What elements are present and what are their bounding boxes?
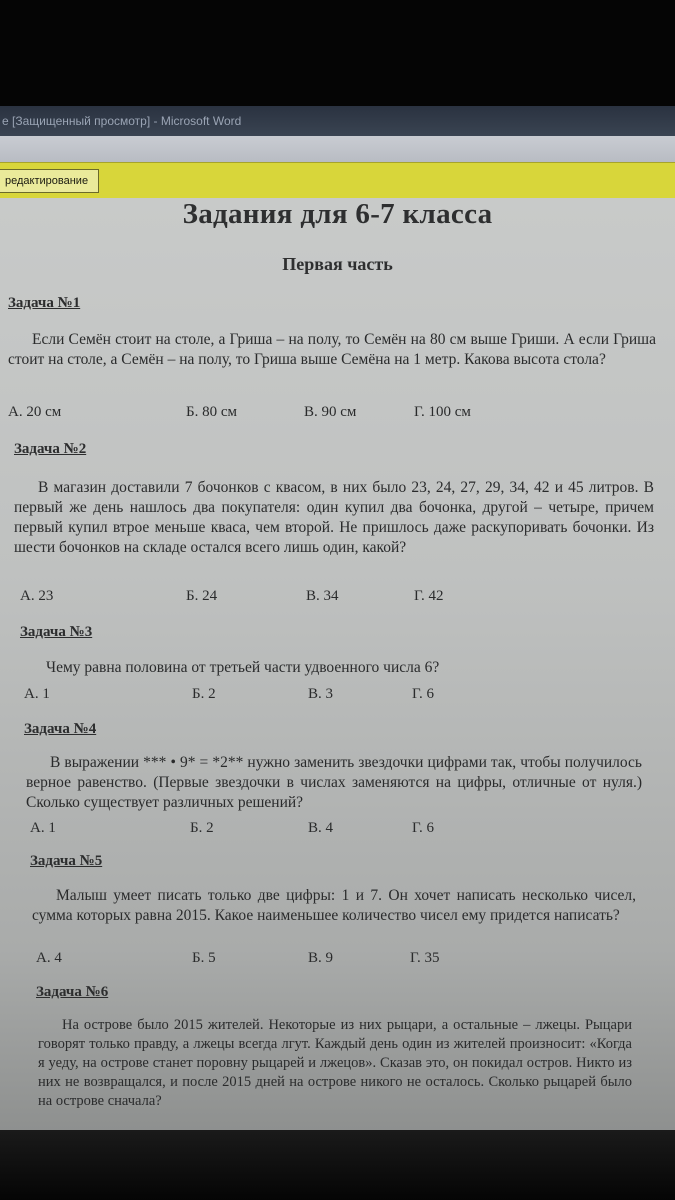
task-text: В магазин доставили 7 бочонков с квасом, в них было 23, 24, 27, 29, 34, 42 и 45 литров. В первый же день нашлось два покупателя: один купил два бочонка, другой – четыре, причем первый купил втрое меньше кваса, чем второй. Не пришлось даже раскупоривать бочонки. Из шести бочонков на складе остался всего лишь один, какой? xyxy=(14,479,654,556)
task-title: Задача №1 xyxy=(8,295,81,311)
answer-option-c: В. 3 xyxy=(308,686,334,702)
answer-options xyxy=(36,950,626,970)
task-title: Задача №5 xyxy=(30,853,103,869)
answer-option-a: А. 20 см xyxy=(8,404,62,420)
answer-option-d: Г. 6 xyxy=(412,820,434,836)
protected-view-message-bar xyxy=(0,162,675,200)
answer-option-b: Б. 2 xyxy=(190,820,214,836)
answer-option-a: А. 1 xyxy=(24,686,50,702)
answer-option-b: Б. 24 xyxy=(186,588,218,604)
window-title: e [Защищенный просмотр] - Microsoft Word xyxy=(2,114,242,128)
answer-option-d: Г. 100 см xyxy=(414,404,471,420)
answer-option-b: Б. 5 xyxy=(192,950,216,966)
answer-option-d: Г. 35 xyxy=(410,950,440,966)
part-heading: Первая часть xyxy=(282,254,393,274)
answer-options xyxy=(30,820,630,840)
ribbon-strip xyxy=(0,136,675,162)
task-title: Задача №2 xyxy=(14,441,87,457)
answer-option-a: А. 4 xyxy=(36,950,62,966)
answer-option-d: Г. 6 xyxy=(412,686,434,702)
answer-option-b: Б. 2 xyxy=(192,686,216,702)
task-text: Чему равна половина от третьей части удвоенного числа 6? xyxy=(46,659,440,676)
document-title: Задания для 6-7 класса xyxy=(182,198,493,230)
task-text: Если Семён стоит на столе, а Гриша – на полу, то Семён на 80 см выше Гриши. А если Гриша стоит на столе, а Семён – на полу, то Гриша выше Семёна на 1 метр. Какова высота стола? xyxy=(8,331,656,368)
document-page xyxy=(0,198,675,1138)
answer-option-a: А. 1 xyxy=(30,820,56,836)
screen-bezel-bottom xyxy=(0,1130,675,1200)
answer-option-c: В. 9 xyxy=(308,950,334,966)
answer-option-c: В. 4 xyxy=(308,820,334,836)
answer-option-a: А. 23 xyxy=(20,588,54,604)
answer-options xyxy=(8,404,648,424)
enable-editing-button[interactable]: редактирование xyxy=(0,169,99,193)
task-title: Задача №6 xyxy=(36,984,109,1000)
task-text: В выражении *** • 9* = *2** нужно заменить звездочки цифрами так, чтобы получилось верное равенство. (Первые звездочки в числах заменяются на цифры, отличные от нуля.) Сколько существует различных решений? xyxy=(26,754,642,811)
task-text: На острове было 2015 жителей. Некоторые из них рыцари, а остальные – лжецы. Рыцари говорят только правду, а лжецы всегда лгут. Каждый день один из жителей произносит: «Когда я уеду, на острове станет поровну рыцарей и лжецов». Сказав это, он покидал остров. Никто из них не возвращался, и после 2015 дней на острове никого не осталось. Сколько рыцарей было на острове сначала? xyxy=(38,1017,632,1109)
answer-option-c: В. 90 см xyxy=(304,404,357,420)
answer-options xyxy=(20,588,640,608)
answer-option-d: Г. 42 xyxy=(414,588,444,604)
answer-option-c: В. 34 xyxy=(306,588,339,604)
window-title-bar xyxy=(0,106,675,136)
answer-option-b: Б. 80 см xyxy=(186,404,238,420)
task-title: Задача №4 xyxy=(24,721,97,737)
task-text: Малыш умеет писать только две цифры: 1 и 7. Он хочет написать несколько чисел, сумма которых равна 2015. Какое наименьшее количество чисел ему придется написать? xyxy=(32,887,636,924)
task-title: Задача №3 xyxy=(20,624,93,640)
answer-options xyxy=(24,686,634,706)
